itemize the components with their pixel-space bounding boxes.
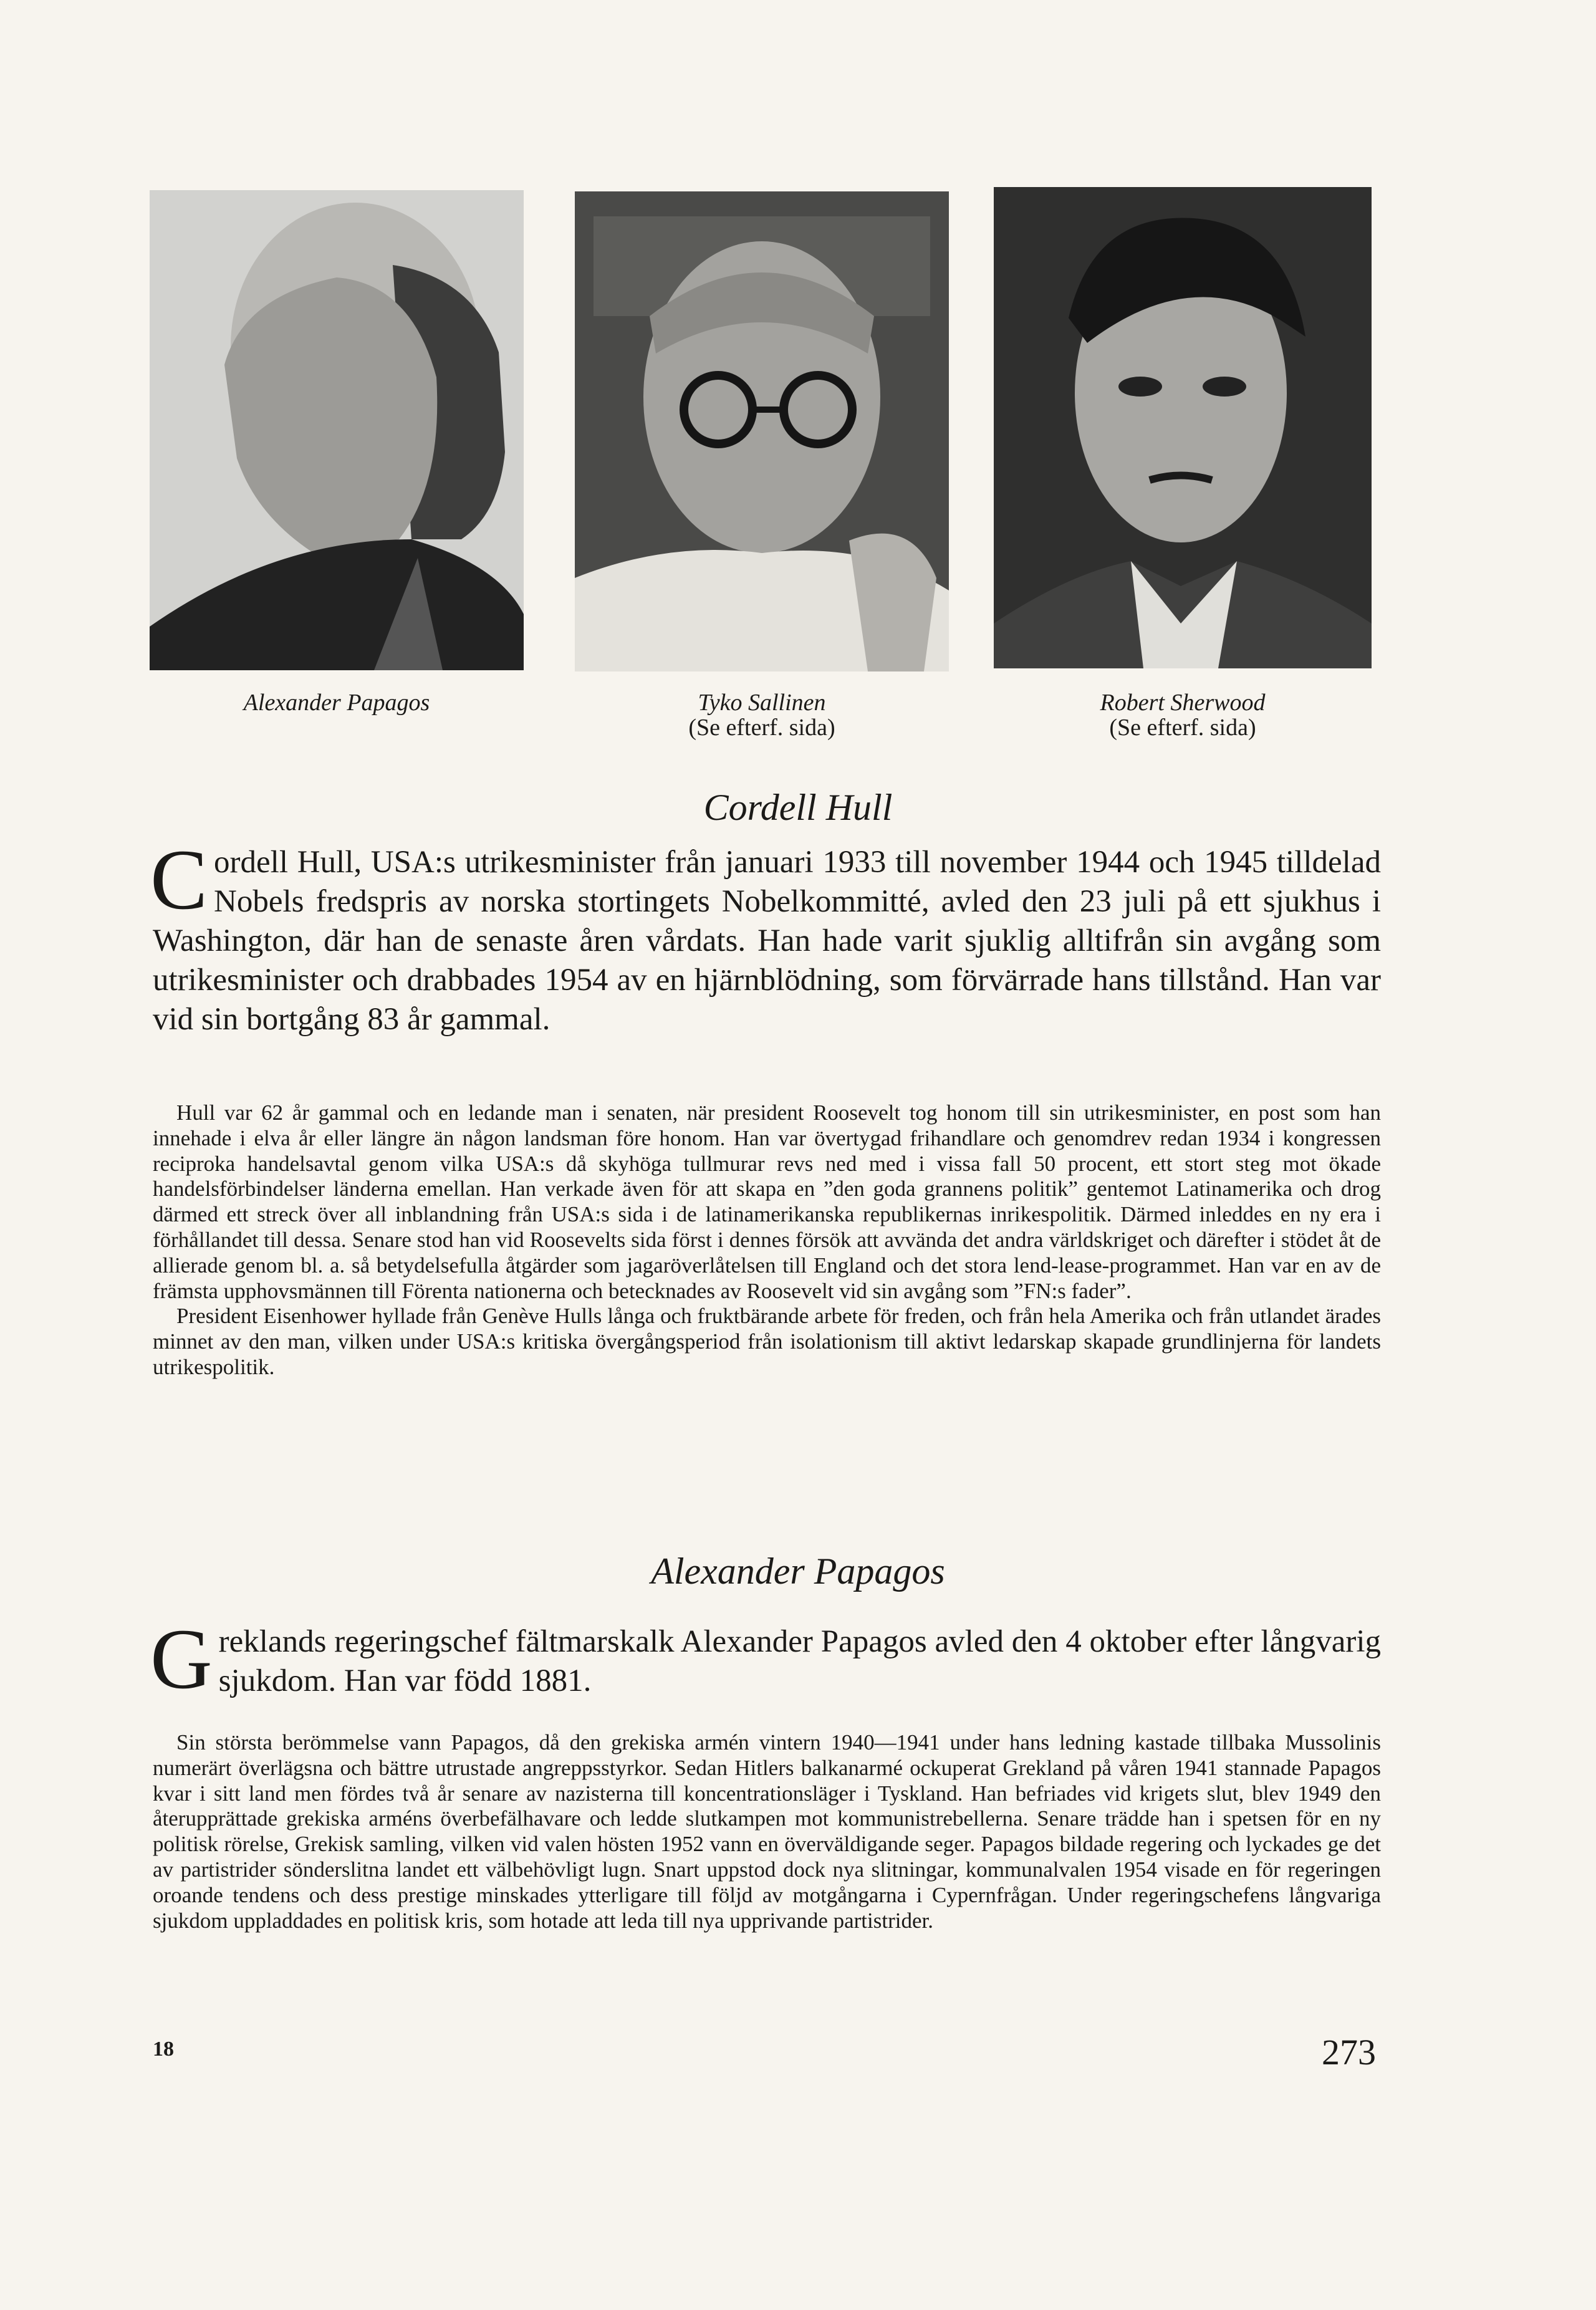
- caption-note: (Se efterf. sida): [1109, 715, 1256, 741]
- caption-sherwood: [994, 690, 1372, 740]
- paragraph: President Eisenhower hyllade från Genève Hulls långa och fruktbärande arbete för freden, och från hela Amerika och från utlandet ärades minnet av den man, vilken under USA:s kritiska övergångsperiod från isolationism till aktivt ledarskap skapade grundlinjerna för landets utrikespolitik.: [153, 1304, 1381, 1379]
- paragraph: Sin största berömmelse vann Papagos, då den grekiska armén vintern 1940—1941 under hans ledning kastade tillbaka Mussolinis numerärt överlägsna och bättre utrustade angreppsstyrkor. Sedan Hitlers balkanarmé ockuperat Grekland på våren 1941 stannade Papagos kvar i sitt land men fördes två år senare av nazisterna till koncentrationsläger i Tyskland. Han befriades vid krigets slut, blev 1949 den återupprättade grekiska arméns överbefälhavare och ledde slutkampen mot kommunistrebellerna. Senare trädde han i spetsen för en ny politisk rörelse, Grekisk samling, vilken vid valen hösten 1952 vann en överväldigande seger. Papagos bildade regering och lyckades ge det av partistrider sönderslitna landet ett välbehövligt lugn. Snart uppstod dock nya slitningar, kommunalvalen 1954 visade en för regeringen oroande tendens och dess prestige minskades ytterligare till följd av motgångarna i Cypernfrågan. Under regeringschefens långvariga sjukdom uppladdades en politisk kris, som hotade att leda till nya upprivande partistrider.: [153, 1730, 1381, 1933]
- caption-papagos: [150, 690, 524, 715]
- lead-text: ordell Hull, USA:s utrikesminister från januari 1933 till november 1944 och 1945 tilldelad Nobels fredspris av norska stortingets Nobelkommitté, avled den 23 juli på ett sjukhus i Washington, där han de senaste åren vårdats. Han hade varit sjuklig alltifrån sin avgång som utrikesminister och drabbades 1954 av en hjärnblödning, som förvärrade hans tillstånd. Han var vid sin bortgång 83 år gammal.: [153, 845, 1381, 1037]
- lead-paragraph-papagos: [150, 1611, 1381, 1706]
- article-body-papagos: [153, 1730, 1381, 1933]
- portrait-photo-sherwood: [994, 187, 1372, 668]
- dropcap: G: [150, 1611, 213, 1706]
- caption-sallinen: [575, 690, 949, 740]
- article-body-hull: [153, 1100, 1381, 1380]
- caption-note: (Se efterf. sida): [688, 715, 835, 741]
- portrait-photo-papagos: [150, 190, 524, 670]
- lead-text: reklands regeringschef fältmarskalk Alexander Papagos avled den 4 oktober efter långvarig sjukdom. Han var född 1881.: [218, 1624, 1381, 1698]
- dropcap: C: [150, 832, 208, 927]
- caption-name: Robert Sherwood: [1100, 690, 1266, 716]
- page-number: 273: [1322, 2032, 1376, 2072]
- portrait-photo-sallinen: [575, 191, 949, 671]
- caption-name: Tyko Sallinen: [698, 690, 826, 716]
- signature-mark: 18: [153, 2038, 174, 2061]
- lead-paragraph-hull: [150, 832, 1381, 1039]
- section-heading-papagos: Alexander Papagos: [651, 1551, 945, 1592]
- caption-name: Alexander Papagos: [243, 690, 430, 716]
- paragraph: Hull var 62 år gammal och en ledande man i senaten, när president Roosevelt tog honom till sin utrikesminister, en post som han innehade i elva år eller längre än någon landsman före honom. Han var övertygad frihandlare och genomdrev redan 1934 i kongressen reciproka handelsavtal genom vilka USA:s då skyhöga tullmurar revs ned med i vissa fall 50 procent, ett stort steg mot ökade handelsförbindelser länderna emellan. Han verkade även för att skapa en ”den goda grannens politik” gentemot Latinamerika och drog därmed ett streck över all inblandning från USA:s sida i de latinamerikanska republikernas inrikespolitik. Därmed inleddes en ny era i förhållandet till dessa. Senare stod han vid Roosevelts sida först i dennes försök att avvända det andra världskriget och därefter i stödet åt de allierade genom bl. a. så betydelsefulla åtgärder som jagaröverlåtelsen till England och det stora lend-lease-programmet. Han var en av de främsta upphovsmännen till Förenta nationerna och betecknades av Roosevelt vid sin avgång som ”FN:s fader”.: [153, 1100, 1381, 1303]
- section-heading-hull: Cordell Hull: [703, 787, 893, 828]
